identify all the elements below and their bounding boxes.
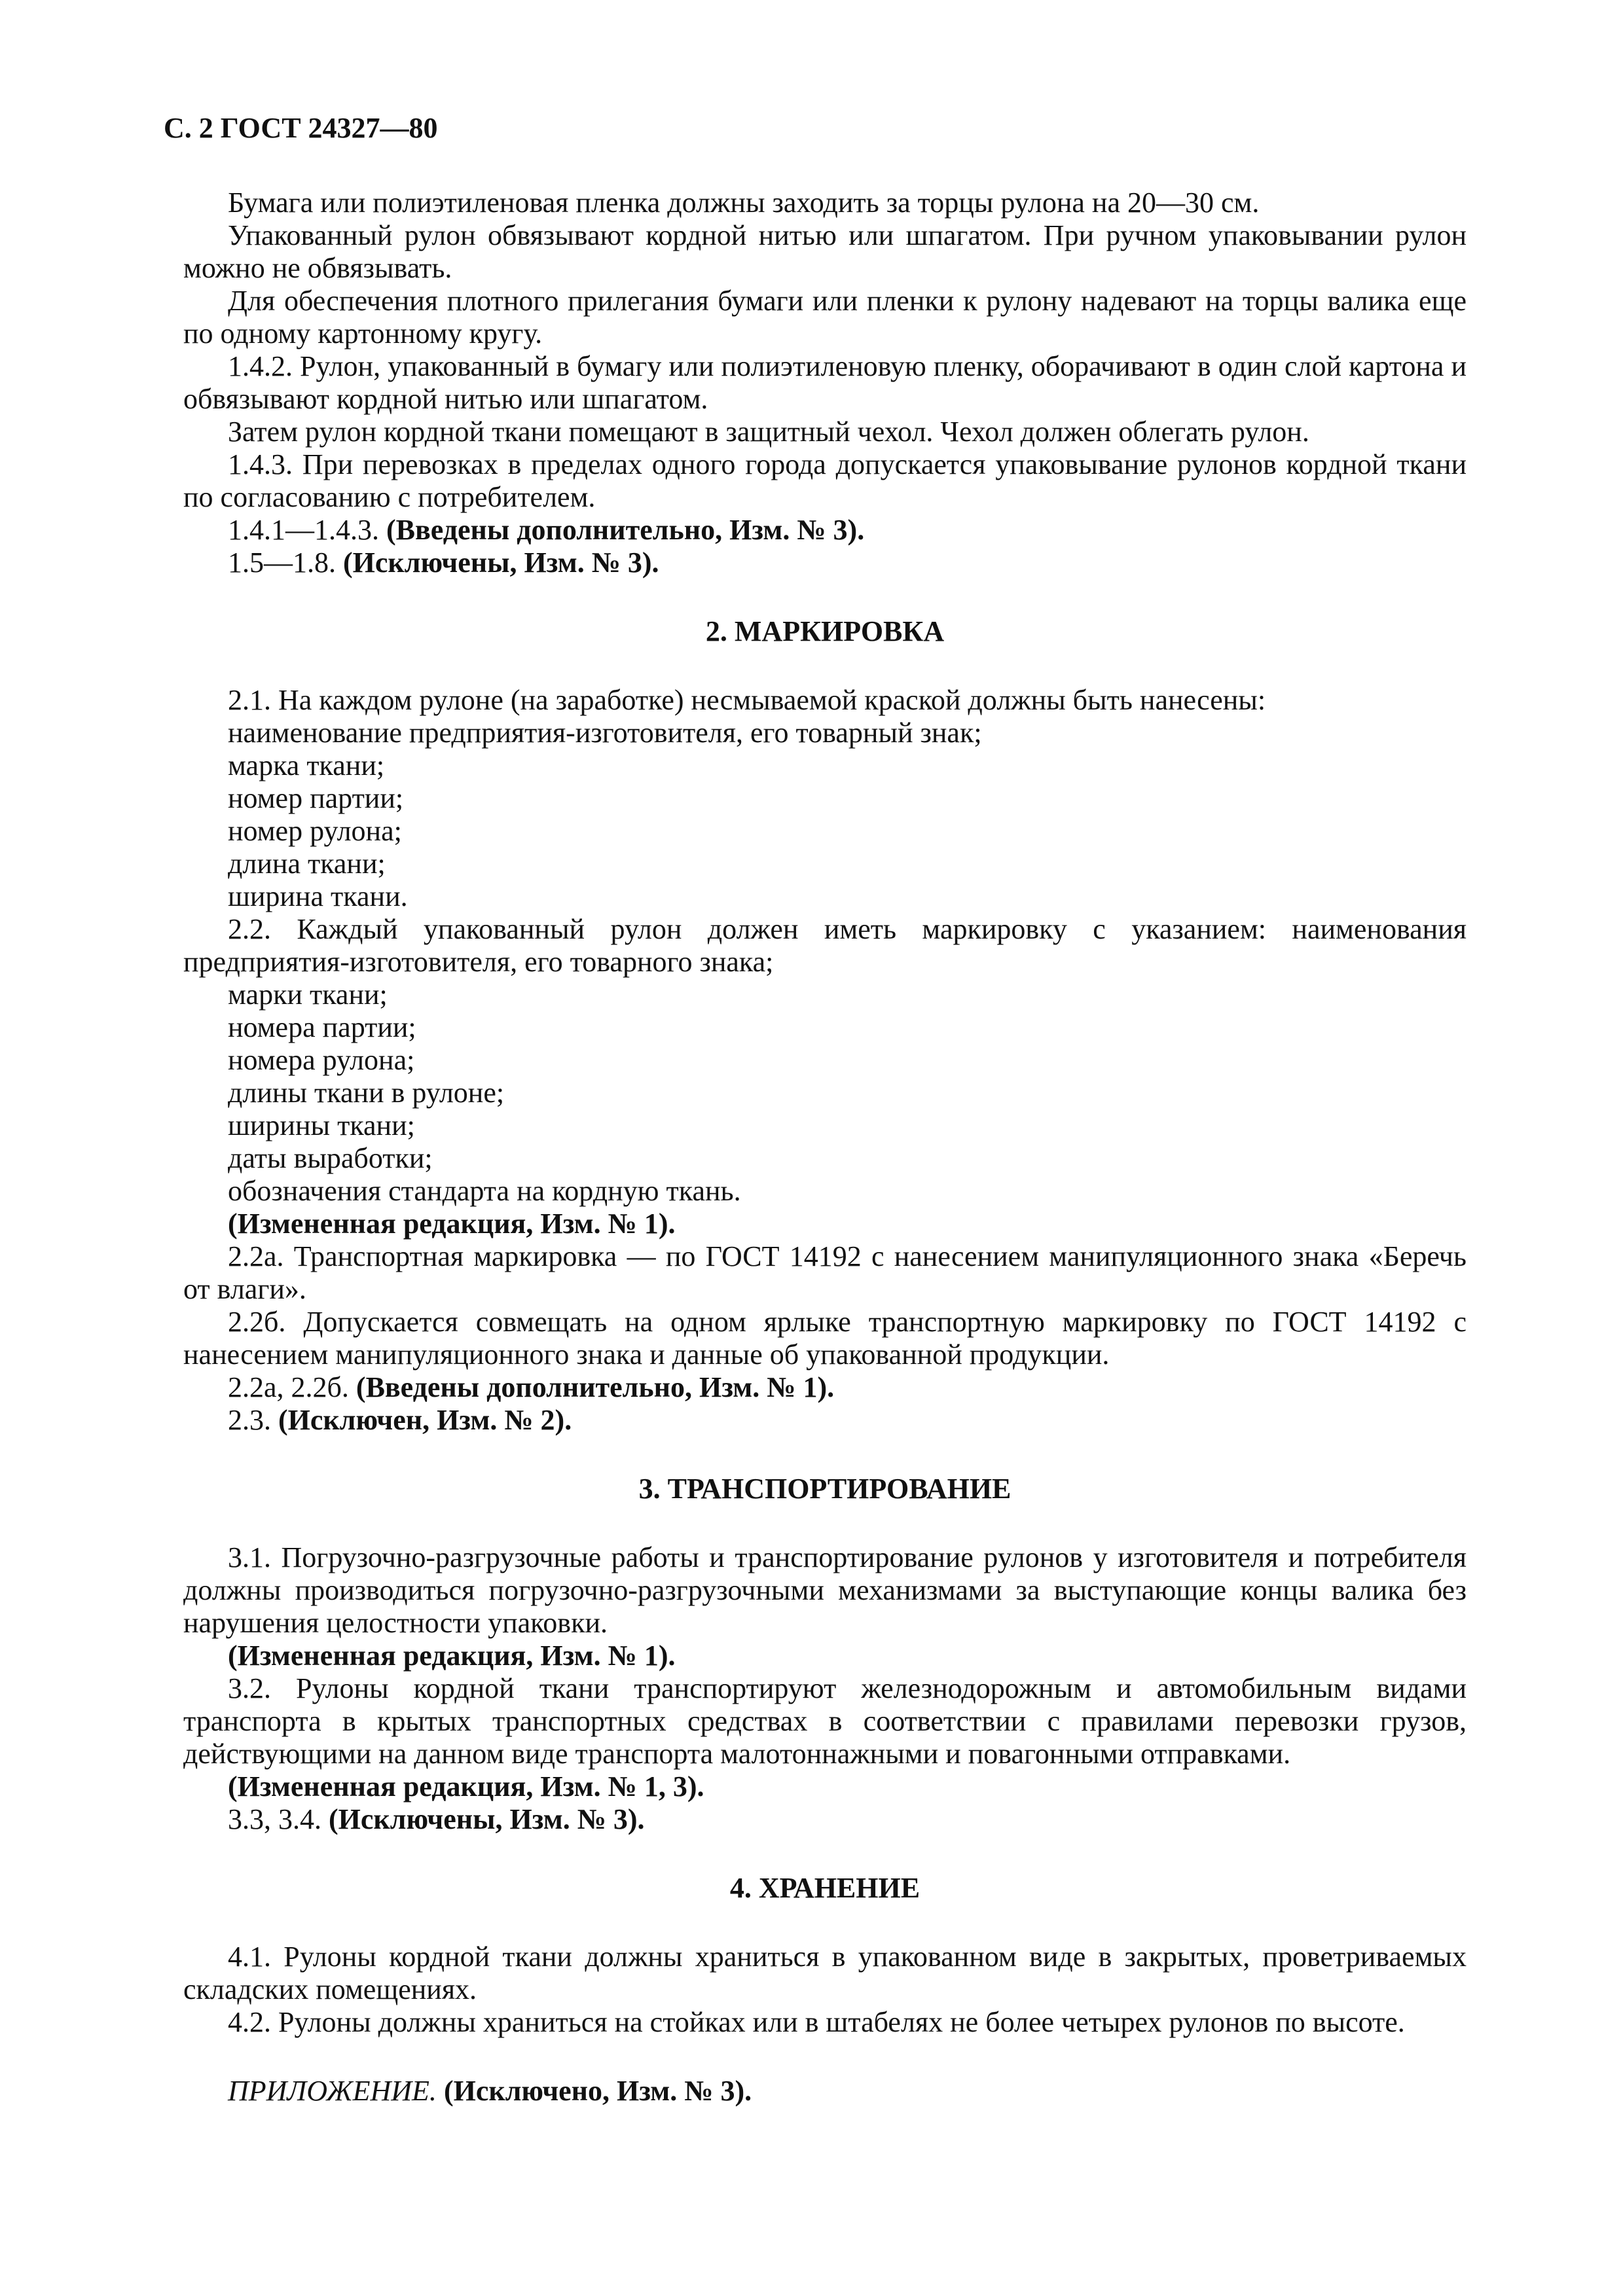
paragraph: 3.2. Рулоны кордной ткани транспортируют железнодорожным и автомобильным видами транспорта в крытых транспортных средствах в соответствии с правилами перевозки грузов, действующими на данном виде транспорта малотоннажными и повагонными отправками. bbox=[183, 1672, 1467, 1770]
section-heading-transport: 3. ТРАНСПОРТИРОВАНИЕ bbox=[638, 1473, 1012, 1505]
list-item: ширины ткани; bbox=[228, 1109, 415, 1141]
list-item: марки ткани; bbox=[228, 978, 388, 1011]
amendment-note: 3.3, 3.4. (Исключены, Изм. № 3). bbox=[228, 1803, 645, 1835]
paragraph: 2.2а. Транспортная маркировка — по ГОСТ 14192 с нанесением манипуляционного знака «Беречь от влаги». bbox=[183, 1240, 1467, 1305]
paragraph: 1.4.2. Рулон, упакованный в бумагу или полиэтиленовую пленку, оборачивают в один слой картона и обвязывают кордной нитью или шпагатом. bbox=[183, 350, 1467, 415]
marking-list bbox=[183, 717, 1467, 913]
list-item: длина ткани; bbox=[228, 848, 386, 880]
paragraph: Бумага или полиэтиленовая пленка должны заходить за торцы рулона на 20—30 см. bbox=[228, 187, 1260, 219]
amendment-note: (Измененная редакция, Изм. № 1). bbox=[228, 1208, 676, 1240]
amendment-note: 2.2а, 2.2б. (Введены дополнительно, Изм. № 1). bbox=[228, 1371, 835, 1403]
paragraph: 3.1. Погрузочно-разгрузочные работы и транспортирование рулонов у изготовителя и потребителя должны производиться погрузочно-разгрузочными механизмами за выступающие концы валика без нарушения целостности упаковки. bbox=[183, 1541, 1467, 1639]
paragraph: 4.2. Рулоны должны храниться на стойках или в штабелях не более четырех рулонов по высоте. bbox=[228, 2006, 1405, 2038]
appendix-note: ПРИЛОЖЕНИЕ. (Исключено, Изм. № 3). bbox=[228, 2075, 752, 2107]
list-item: номера партии; bbox=[228, 1011, 416, 1043]
paragraph: 2.2б. Допускается совмещать на одном ярлыке транспортную маркировку по ГОСТ 14192 с нанесением манипуляционного знака и данные об упакованной продукции. bbox=[183, 1306, 1467, 1371]
amendment-note: 1.4.1—1.4.3. (Введены дополнительно, Изм. № 3). bbox=[228, 514, 865, 546]
list-item: даты выработки; bbox=[228, 1142, 433, 1174]
paragraph: Затем рулон кордной ткани помещают в защитный чехол. Чехол должен облегать рулон. bbox=[228, 416, 1309, 448]
list-item: марка ткани; bbox=[228, 749, 385, 781]
paragraph: 4.1. Рулоны кордной ткани должны храниться в упакованном виде в закрытых, проветриваемых складских помещениях. bbox=[183, 1941, 1467, 2005]
list-item: длины ткани в рулоне; bbox=[228, 1077, 505, 1109]
list-item: наименование предприятия-изготовителя, его товарный знак; bbox=[228, 717, 982, 749]
amendment-note: (Измененная редакция, Изм. № 1). bbox=[228, 1640, 676, 1672]
paragraph: 2.2. Каждый упакованный рулон должен иметь маркировку с указанием: наименования предприятия-изготовителя, его товарного знака; bbox=[183, 913, 1467, 978]
list-item: номера рулона; bbox=[228, 1044, 415, 1076]
section-heading-storage: 4. ХРАНЕНИЕ bbox=[729, 1872, 921, 1904]
amendment-note: 2.3. (Исключен, Изм. № 2). bbox=[228, 1404, 572, 1436]
list-item: обозначения стандарта на кордную ткань. bbox=[228, 1175, 741, 1207]
section-heading-marking: 2. МАРКИРОВКА bbox=[705, 615, 945, 647]
paragraph: Для обеспечения плотного прилегания бумаги или пленки к рулону надевают на торцы валика еще по одному картонному кругу. bbox=[183, 285, 1467, 350]
page-header: С. 2 ГОСТ 24327—80 bbox=[164, 112, 438, 144]
document-body bbox=[183, 187, 1467, 2108]
list-item: номер партии; bbox=[228, 782, 404, 814]
amendment-note: (Измененная редакция, Изм. № 1, 3). bbox=[228, 1770, 704, 1803]
paragraph: 1.4.3. При перевозках в пределах одного города допускается упаковывание рулонов кордной ткани по согласованию с потребителем. bbox=[183, 448, 1467, 513]
list-item: номер рулона; bbox=[228, 815, 402, 847]
paragraph: 2.1. На каждом рулоне (на заработке) несмываемой краской должны быть нанесены: bbox=[228, 684, 1266, 716]
paragraph: Упакованный рулон обвязывают кордной нитью или шпагатом. При ручном упаковывании рулон можно не обвязывать. bbox=[183, 219, 1467, 284]
package-marking-list bbox=[183, 978, 1467, 1208]
list-item: ширина ткани. bbox=[228, 880, 408, 912]
amendment-note: 1.5—1.8. (Исключены, Изм. № 3). bbox=[228, 547, 659, 579]
